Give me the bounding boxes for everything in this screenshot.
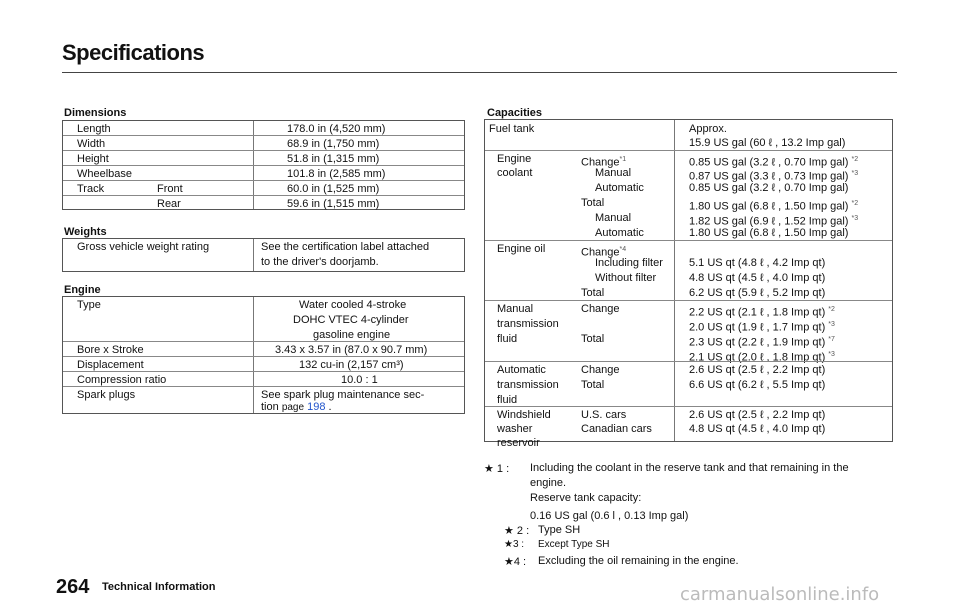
footnote-1-mark: ★ 1 : xyxy=(484,463,510,475)
dim-label-wheelbase: Wheelbase xyxy=(77,168,133,180)
coolant-val-6: 1.80 US gal (6.8 ℓ , 1.50 Imp gal) xyxy=(689,227,849,239)
disp-value: 132 cu-in (2,157 cm³) xyxy=(299,359,404,371)
dim-value-front: 60.0 in (1,525 mm) xyxy=(287,183,380,195)
mt-label-1: Manual xyxy=(497,303,534,315)
engine-type-line1: Water cooled 4-stroke xyxy=(299,299,407,311)
spark-label: Spark plugs xyxy=(77,389,136,401)
row-line xyxy=(63,165,464,166)
bore-value: 3.43 x 3.57 in (87.0 x 90.7 mm) xyxy=(275,344,428,356)
mt-label-2: transmission xyxy=(497,318,559,330)
note-mark: *2 xyxy=(851,156,859,163)
footnote-3: Except Type SH xyxy=(538,539,610,550)
coolant-change-auto: Automatic xyxy=(595,182,644,194)
dim-value-height: 51.8 in (1,315 mm) xyxy=(287,153,380,165)
bore-label: Bore x Stroke xyxy=(77,344,144,356)
spark-text-period: . xyxy=(328,401,332,413)
oil-total: Total xyxy=(581,287,605,299)
footnote-4-mark: ★4 : xyxy=(504,556,527,568)
footnote-1-line1: Including the coolant in the reserve tank and that remaining in the xyxy=(530,462,849,474)
row-line xyxy=(485,150,892,151)
comp-value: 10.0 : 1 xyxy=(341,374,378,386)
fuel-value-1: Approx. xyxy=(689,123,727,135)
mt-val-4 xyxy=(689,348,835,365)
at-val-1: 2.6 US qt (2.5 ℓ , 2.2 Imp qt) xyxy=(689,364,826,376)
value: 2.1 US qt (2.0 ℓ , 1.8 Imp qt) xyxy=(689,351,826,364)
row-line xyxy=(63,386,464,387)
ww-canadian-cars: Canadian cars xyxy=(581,423,652,435)
row-line xyxy=(485,240,892,241)
engine-type-line3: gasoline engine xyxy=(313,329,391,341)
engine-heading: Engine xyxy=(64,284,101,296)
ww-val-1: 2.6 US qt (2.5 ℓ , 2.2 Imp qt) xyxy=(689,409,826,421)
spark-value-line1: See spark plug maintenance sec- xyxy=(261,389,425,401)
footnote-2-mark: ★ 2 : xyxy=(504,525,530,537)
at-label-2: transmission xyxy=(497,379,559,391)
dim-label-length: Length xyxy=(77,123,111,135)
coolant-label-1: Engine xyxy=(497,153,532,165)
footnote-1-line4: 0.16 US gal (0.6 l , 0.13 Imp gal) xyxy=(530,510,689,522)
note-mark: *3 xyxy=(851,215,859,222)
fuel-value-2: 15.9 US gal (60 ℓ , 13.2 Imp gal) xyxy=(689,137,846,149)
section-name: Technical Information xyxy=(102,581,216,593)
note-mark: *1 xyxy=(619,156,627,163)
at-val-2: 6.6 US qt (6.2 ℓ , 5.5 Imp qt) xyxy=(689,379,826,391)
at-label-1: Automatic xyxy=(497,364,546,376)
divider xyxy=(253,239,254,271)
row-line xyxy=(63,135,464,136)
engine-table xyxy=(62,296,465,414)
ww-val-2: 4.8 US qt (4.5 ℓ , 4.0 Imp qt) xyxy=(689,423,826,435)
watermark: carmanualsonline.info xyxy=(680,584,880,605)
weights-heading: Weights xyxy=(64,226,107,238)
coolant-total: Total xyxy=(581,197,605,209)
oil-without-filter: Without filter xyxy=(595,272,657,284)
row-line xyxy=(63,180,464,181)
note-mark: *3 xyxy=(851,170,859,177)
weights-table xyxy=(62,238,465,272)
footnote-2: Type SH xyxy=(538,524,581,536)
weight-value-line1: See the certification label attached xyxy=(261,241,430,253)
oil-label: Engine oil xyxy=(497,243,546,255)
coolant-val-3: 0.85 US gal (3.2 ℓ , 0.70 Imp gal) xyxy=(689,182,849,194)
ww-label-2: washer xyxy=(497,423,533,435)
divider xyxy=(674,120,675,441)
coolant-change-manual: Manual xyxy=(595,167,632,179)
spark-page-link[interactable]: 198 xyxy=(307,401,326,413)
value: 1.80 US gal (6.8 ℓ , 1.50 Imp gal) xyxy=(689,200,849,213)
engine-type-line2: DOHC VTEC 4-cylinder xyxy=(293,314,409,326)
spark-value-line2 xyxy=(261,401,332,414)
capacities-table xyxy=(484,119,893,449)
spark-text-tion: tion xyxy=(261,401,279,413)
page-title: Specifications xyxy=(62,40,205,65)
comp-label: Compression ratio xyxy=(77,374,167,386)
value: 2.3 US qt (2.2 ℓ , 1.9 Imp qt) xyxy=(689,336,826,349)
weight-label: Gross vehicle weight rating xyxy=(77,241,210,253)
footnote-4: Excluding the oil remaining in the engine. xyxy=(538,555,739,567)
title-rule xyxy=(62,72,897,73)
dim-value-width: 68.9 in (1,750 mm) xyxy=(287,138,380,150)
row-line xyxy=(63,150,464,151)
note-mark: *4 xyxy=(619,246,627,253)
at-total: Total xyxy=(581,379,605,391)
mt-change: Change xyxy=(581,303,620,315)
weight-value-line2: to the driver's doorjamb. xyxy=(261,256,379,268)
value: 1.82 US gal (6.9 ℓ , 1.52 Imp gal) xyxy=(689,215,849,228)
dim-sub-rear: Rear xyxy=(157,198,181,210)
note-mark: *3 xyxy=(828,321,835,328)
value: 0.87 US gal (3.3 ℓ , 0.73 Imp gal) xyxy=(689,170,849,183)
row-line xyxy=(63,356,464,357)
ww-label-3: reservoir xyxy=(497,437,540,449)
footnote-1-line2: engine. xyxy=(530,477,567,489)
page-number: 264 xyxy=(56,576,90,598)
row-line xyxy=(485,361,892,362)
coolant-total-auto: Automatic xyxy=(595,227,644,239)
change-text: Change xyxy=(581,246,620,259)
coolant-label-2: coolant xyxy=(497,167,533,179)
footnote-1-line3: Reserve tank capacity: xyxy=(530,492,642,504)
row-line xyxy=(63,341,464,342)
spark-text-page: page xyxy=(281,402,305,413)
note-mark: *2 xyxy=(828,306,835,313)
oil-val-3: 6.2 US qt (5.9 ℓ , 5.2 Imp qt) xyxy=(689,287,826,299)
dim-value-rear: 59.6 in (1,515 mm) xyxy=(287,198,380,210)
dim-label-height: Height xyxy=(77,153,109,165)
dim-value-length: 178.0 in (4,520 mm) xyxy=(287,123,386,135)
note-mark: *7 xyxy=(828,336,835,343)
mt-total: Total xyxy=(581,333,605,345)
fuel-label: Fuel tank xyxy=(489,123,535,135)
value: 2.0 US qt (1.9 ℓ , 1.7 Imp qt) xyxy=(689,321,826,334)
row-line xyxy=(485,300,892,301)
at-label-3: fluid xyxy=(497,394,518,406)
dim-label-width: Width xyxy=(77,138,106,150)
note-mark: *2 xyxy=(851,200,859,207)
at-change: Change xyxy=(581,364,620,376)
dimensions-heading: Dimensions xyxy=(64,107,127,119)
ww-us-cars: U.S. cars xyxy=(581,409,627,421)
dim-label-track: Track xyxy=(77,183,105,195)
dim-sub-front: Front xyxy=(157,183,183,195)
capacities-heading: Capacities xyxy=(487,107,543,119)
oil-val-2: 4.8 US qt (4.5 ℓ , 4.0 Imp qt) xyxy=(689,272,826,284)
dim-value-wheelbase: 101.8 in (2,585 mm) xyxy=(287,168,386,180)
value: 0.85 US gal (3.2 ℓ , 0.70 Imp gal) xyxy=(689,156,849,169)
divider xyxy=(253,297,254,413)
change-text: Change xyxy=(581,156,620,169)
row-line xyxy=(485,406,892,407)
disp-label: Displacement xyxy=(77,359,144,371)
oil-val-1: 5.1 US qt (4.8 ℓ , 4.2 Imp qt) xyxy=(689,257,826,269)
coolant-total-manual: Manual xyxy=(595,212,632,224)
engine-type-label: Type xyxy=(77,299,101,311)
ww-label-1: Windshield xyxy=(497,409,551,421)
value: 2.2 US qt (2.1 ℓ , 1.8 Imp qt) xyxy=(689,306,826,319)
dimensions-table xyxy=(62,120,465,210)
note-mark: *3 xyxy=(828,351,835,358)
mt-label-3: fluid xyxy=(497,333,518,345)
footnote-3-mark: ★3 : xyxy=(504,539,525,550)
row-line xyxy=(63,195,464,196)
row-line xyxy=(63,371,464,372)
oil-including-filter: Including filter xyxy=(595,257,663,269)
